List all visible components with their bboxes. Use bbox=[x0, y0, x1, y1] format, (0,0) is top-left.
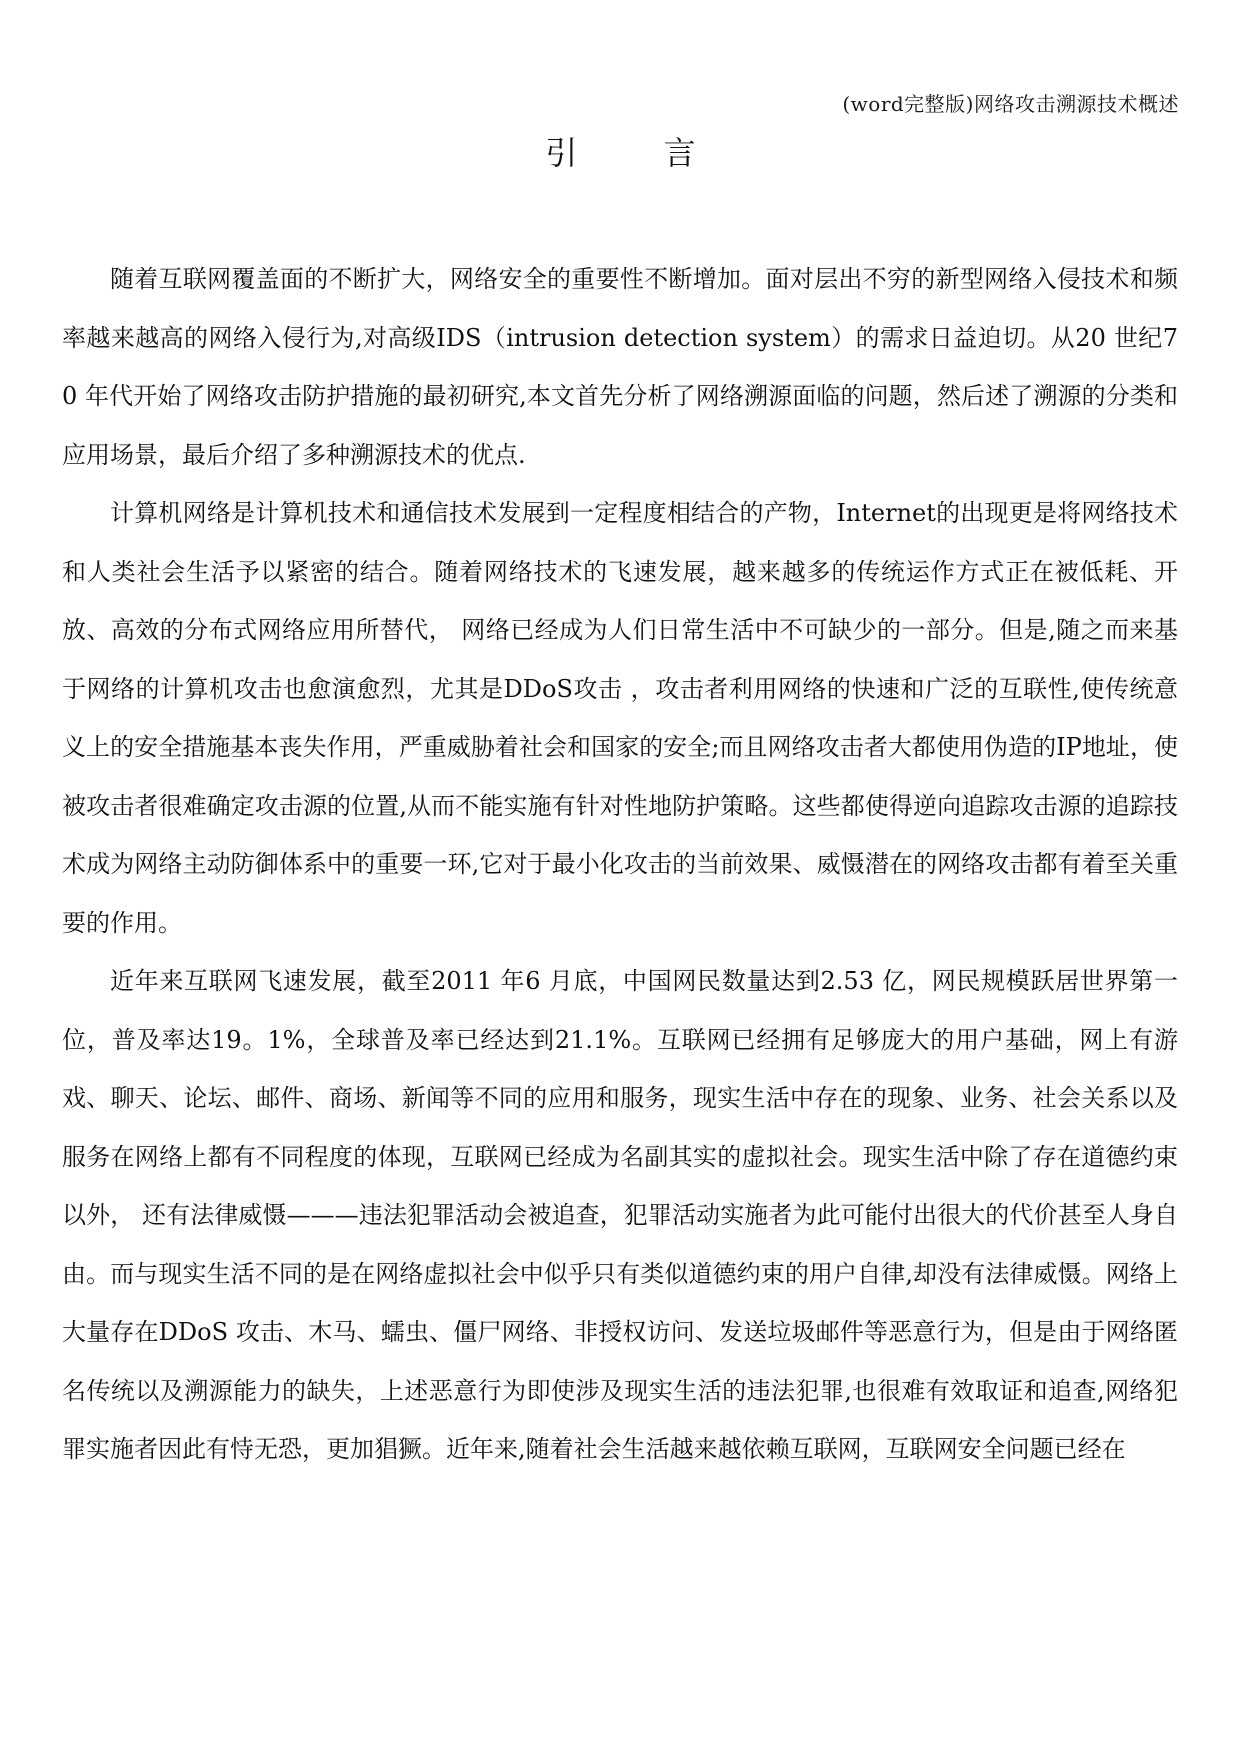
running-header: (word完整版)网络攻击溯源技术概述 bbox=[842, 92, 1179, 116]
paragraph-3: 近年来互联网飞速发展，截至2011 年6 月底，中国网民数量达到2.53 亿，网民规模跃居世界第一位，普及率达19。1%，全球普及率已经达到21.1%。互联网已经拥有足够庞大的用户基础，网上有游戏、聊天、论坛、邮件、商场、新闻等不同的应用和服务，现实生活中存在的现象、业务、社会关系以及服务在网络上都有不同程度的体现，互联网已经成为名副其实的虚拟社会。现实生活中除了存在道德约束以外， 还有法律威慑———违法犯罪活动会被追查，犯罪活动实施者为此可能付出很大的代价甚至人身自由。而与现实生活不同的是在网络虚拟社会中似乎只有类似道德约束的用户自律,却没有法律威慑。网络上大量存在DDoS 攻击、木马、蠕虫、僵尸网络、非授权访问、发送垃圾邮件等恶意行为，但是由于网络匿名传统以及溯源能力的缺失，上述恶意行为即使涉及现实生活的违法犯罪,也很难有效取证和追查,网络犯罪实施者因此有恃无恐，更加猖獗。近年来,随着社会生活越来越依赖互联网，互联网安全问题已经在 bbox=[62, 967, 1178, 1463]
page-title: 引 言 bbox=[545, 134, 734, 172]
paragraph-2: 计算机网络是计算机技术和通信技术发展到一定程度相结合的产物，Internet的出现更是将网络技术和人类社会生活予以紧密的结合。随着网络技术的飞速发展，越来越多的传统运作方式正在被低耗、开放、高效的分布式网络应用所替代， 网络已经成为人们日常生活中不可缺少的一部分。但是,随之而来基于网络的计算机攻击也愈演愈烈，尤其是DDoS攻击 ，攻击者利用网络的快速和广泛的互联性,使传统意义上的安全措施基本丧失作用，严重威胁着社会和国家的安全;而且网络攻击者大都使用伪造的IP地址，使被攻击者很难确定攻击源的位置,从而不能实施有针对性地防护策略。这些都使得逆向追踪攻击源的追踪技术成为网络主动防御体系中的重要一环,它对于最小化攻击的当前效果、威慑潜在的网络攻击都有着至关重要的作用。 bbox=[62, 499, 1178, 937]
paragraph-1: 随着互联网覆盖面的不断扩大，网络安全的重要性不断增加。面对层出不穷的新型网络入侵技术和频率越来越高的网络入侵行为,对高级IDS（intrusion detection system）的需求日益迫切。从20 世纪70 年代开始了网络攻击防护措施的最初研究,本文首先分析了网络溯源面临的问题，然后述了溯源的分类和应用场景，最后介绍了多种溯源技术的优点. bbox=[62, 265, 1178, 469]
body-text bbox=[62, 250, 1178, 1479]
